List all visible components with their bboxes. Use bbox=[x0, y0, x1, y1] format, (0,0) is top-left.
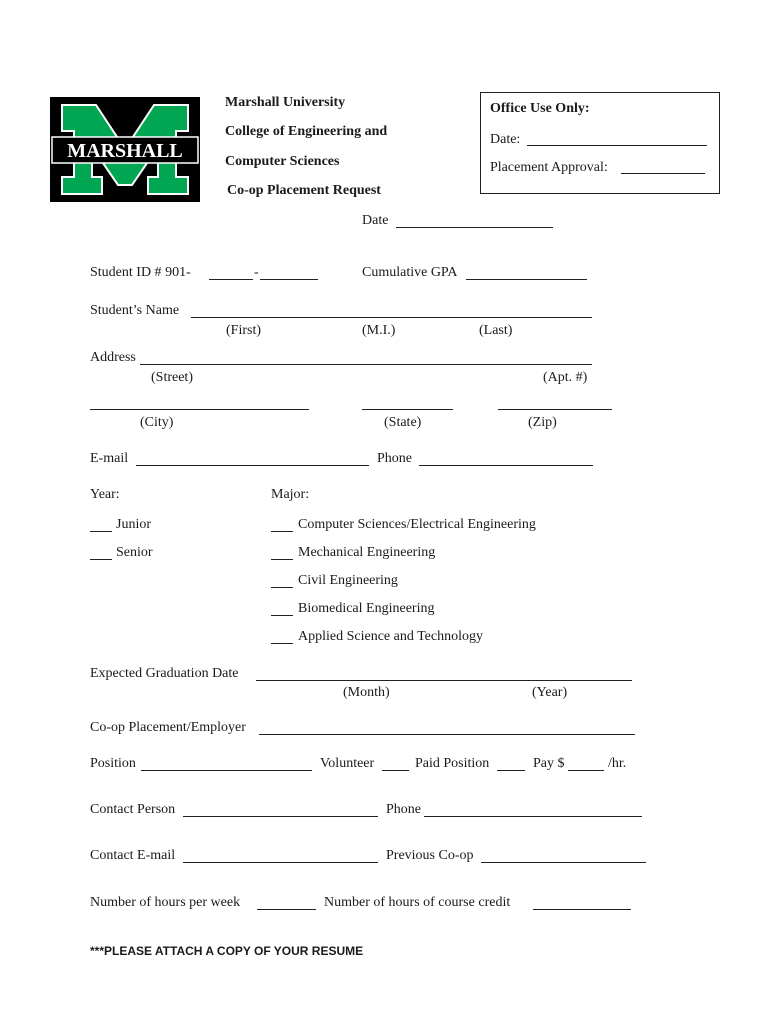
grad-month-caption: (Month) bbox=[343, 685, 390, 700]
address-label: Address bbox=[90, 350, 136, 365]
year-label: Year: bbox=[90, 487, 120, 502]
hours-per-week-field[interactable] bbox=[257, 909, 316, 910]
gpa-label: Cumulative GPA bbox=[362, 265, 458, 280]
senior-checkline[interactable] bbox=[90, 559, 112, 560]
contact-person-field[interactable] bbox=[183, 816, 378, 817]
email-field[interactable] bbox=[136, 465, 369, 466]
student-id-separator: - bbox=[254, 265, 259, 280]
street-field[interactable] bbox=[140, 364, 592, 365]
major-option-cs-ee: Computer Sciences/Electrical Engineering bbox=[298, 517, 536, 532]
contact-phone-label: Phone bbox=[386, 802, 421, 817]
contact-phone-field[interactable] bbox=[424, 816, 642, 817]
contact-email-label: Contact E-mail bbox=[90, 848, 176, 863]
date-field[interactable] bbox=[396, 227, 553, 228]
major-cs-ee-checkline[interactable] bbox=[271, 531, 293, 532]
student-name-field[interactable] bbox=[191, 317, 592, 318]
office-date-label: Date: bbox=[490, 132, 521, 147]
pay-unit: /hr. bbox=[608, 756, 627, 771]
office-use-box bbox=[480, 92, 720, 194]
major-ce-checkline[interactable] bbox=[271, 587, 293, 588]
employer-label: Co-op Placement/Employer bbox=[90, 720, 246, 735]
street-caption: (Street) bbox=[151, 370, 193, 385]
state-field[interactable] bbox=[362, 409, 453, 410]
email-label: E-mail bbox=[90, 451, 129, 466]
student-id-field-2[interactable] bbox=[260, 279, 318, 280]
year-option-senior: Senior bbox=[116, 545, 153, 560]
volunteer-field[interactable] bbox=[382, 770, 409, 771]
logo-trademark: TM bbox=[187, 197, 196, 202]
major-me-checkline[interactable] bbox=[271, 559, 293, 560]
position-label: Position bbox=[90, 756, 136, 771]
office-use-title: Office Use Only: bbox=[490, 101, 590, 116]
city-field[interactable] bbox=[90, 409, 309, 410]
pay-field[interactable] bbox=[568, 770, 604, 771]
credit-hours-field[interactable] bbox=[533, 909, 631, 910]
student-id-prefix: 901- bbox=[165, 265, 191, 280]
name-first-caption: (First) bbox=[226, 323, 261, 338]
previous-coop-field[interactable] bbox=[481, 862, 646, 863]
major-option-ast: Applied Science and Technology bbox=[298, 629, 483, 644]
date-label: Date bbox=[362, 213, 389, 228]
paid-position-field[interactable] bbox=[497, 770, 525, 771]
marshall-logo bbox=[50, 97, 200, 202]
major-option-me: Mechanical Engineering bbox=[298, 545, 436, 560]
major-option-bme: Biomedical Engineering bbox=[298, 601, 435, 616]
phone-label: Phone bbox=[377, 451, 412, 466]
position-field[interactable] bbox=[141, 770, 312, 771]
name-mi-caption: (M.I.) bbox=[362, 323, 396, 338]
employer-field[interactable] bbox=[259, 734, 635, 735]
student-id-field-1[interactable] bbox=[209, 279, 253, 280]
zip-field[interactable] bbox=[498, 409, 612, 410]
apt-caption: (Apt. #) bbox=[543, 370, 588, 385]
pay-label: Pay $ bbox=[533, 756, 565, 771]
office-approval-label: Placement Approval: bbox=[490, 160, 608, 175]
college-line-2: Computer Sciences bbox=[225, 154, 340, 169]
office-date-field[interactable] bbox=[527, 145, 707, 146]
student-name-label: Student’s Name bbox=[90, 303, 180, 318]
major-ast-checkline[interactable] bbox=[271, 643, 293, 644]
major-bme-checkline[interactable] bbox=[271, 615, 293, 616]
logo-wordmark: MARSHALL bbox=[67, 140, 183, 162]
college-line-1: College of Engineering and bbox=[225, 124, 388, 139]
contact-email-field[interactable] bbox=[183, 862, 378, 863]
graduation-label: Expected Graduation Date bbox=[90, 666, 239, 681]
contact-person-label: Contact Person bbox=[90, 802, 176, 817]
credit-hours-label: Number of hours of course credit bbox=[324, 895, 511, 910]
major-label: Major: bbox=[271, 487, 310, 502]
state-caption: (State) bbox=[384, 415, 422, 430]
university-name: Marshall University bbox=[225, 95, 346, 110]
major-option-ce: Civil Engineering bbox=[298, 573, 398, 588]
student-id-label bbox=[90, 265, 191, 281]
hours-per-week-label: Number of hours per week bbox=[90, 895, 241, 910]
junior-checkline[interactable] bbox=[90, 531, 112, 532]
form-title: Co-op Placement Request bbox=[227, 183, 381, 198]
year-option-junior: Junior bbox=[116, 517, 151, 532]
gpa-field[interactable] bbox=[466, 279, 587, 280]
graduation-field[interactable] bbox=[256, 680, 632, 681]
resume-note: ***PLEASE ATTACH A COPY OF YOUR RESUME bbox=[90, 944, 364, 958]
grad-year-caption: (Year) bbox=[532, 685, 568, 700]
previous-coop-label: Previous Co-op bbox=[386, 848, 474, 863]
city-caption: (City) bbox=[140, 415, 174, 430]
zip-caption: (Zip) bbox=[528, 415, 557, 430]
volunteer-label: Volunteer bbox=[320, 756, 375, 771]
office-approval-field[interactable] bbox=[621, 173, 705, 174]
phone-field[interactable] bbox=[419, 465, 593, 466]
name-last-caption: (Last) bbox=[479, 323, 513, 338]
paid-position-label: Paid Position bbox=[415, 756, 490, 771]
student-id-text: Student ID # bbox=[90, 265, 162, 280]
